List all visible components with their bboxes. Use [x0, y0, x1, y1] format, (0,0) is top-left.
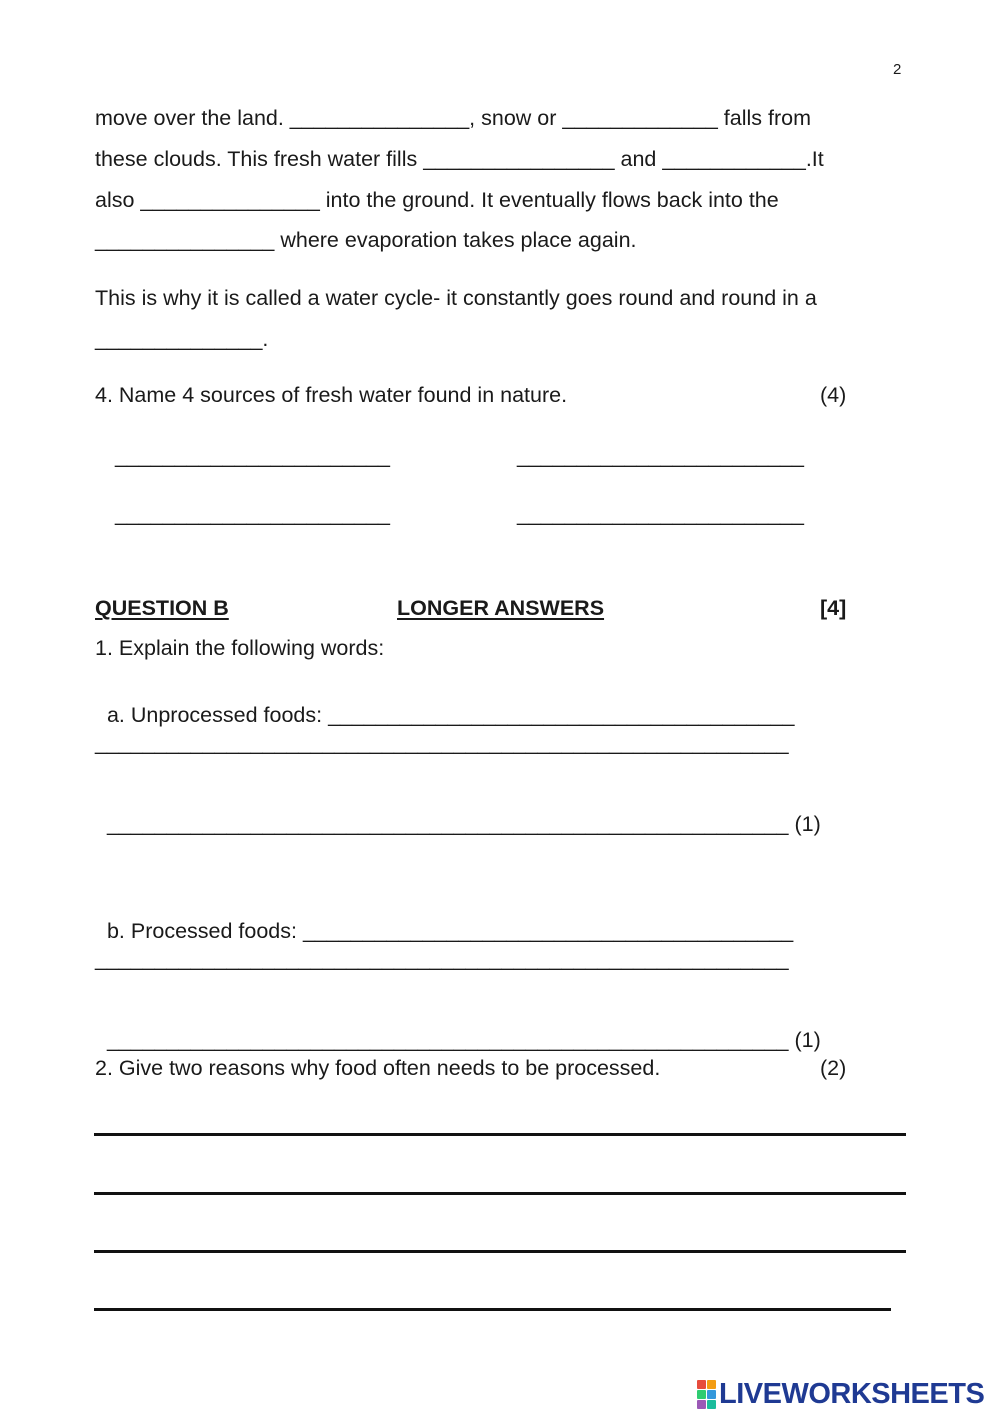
answer-line[interactable] — [94, 1192, 906, 1195]
answer-line[interactable] — [94, 1133, 906, 1136]
answer-blank[interactable]: __________________________________________________________ — [95, 731, 789, 755]
passage-line: _______________ where evaporation takes place again. — [95, 228, 637, 252]
answer-blank[interactable]: _________________________________________________________ — [106, 1028, 789, 1052]
question-4-prompt: 4. Name 4 sources of fresh water found in nature. — [95, 383, 568, 407]
answer-blank[interactable]: ________________________ — [517, 502, 804, 526]
answer-blank[interactable]: _______________________ — [115, 444, 391, 468]
question-1a-marks: (1) — [794, 812, 821, 836]
question-2-prompt: 2. Give two reasons why food often needs to be processed. — [95, 1056, 661, 1080]
passage-line: these clouds. This fresh water fills ________________ and ____________.It — [95, 147, 824, 171]
question-1-prompt: 1. Explain the following words: — [95, 636, 385, 660]
question-1b-marks: (1) — [794, 1028, 821, 1052]
question-1b-label: b. Processed foods: — [106, 919, 303, 943]
answer-blank[interactable]: ________________________ — [517, 444, 804, 468]
answer-blank[interactable]: __________________________________________________________ — [95, 947, 789, 971]
section-subtitle: LONGER ANSWERS — [397, 596, 605, 620]
liveworksheets-logo — [697, 1378, 984, 1410]
question-1a-label: a. Unprocessed foods: — [106, 703, 329, 727]
answer-blank-with-marks — [95, 785, 821, 837]
passage-line: also _______________ into the ground. It eventually flows back into the — [95, 188, 779, 212]
section-total-marks: [4] — [820, 596, 847, 620]
logo-mark-icon — [697, 1380, 716, 1409]
answer-line[interactable] — [94, 1250, 906, 1253]
question-1a — [95, 676, 794, 728]
page-number: 2 — [893, 61, 902, 78]
answer-blank[interactable]: _______________________ — [115, 502, 391, 526]
answer-blank-with-marks — [95, 1001, 821, 1053]
question-2-marks: (2) — [820, 1056, 847, 1080]
question-4-marks: (4) — [820, 383, 847, 407]
question-1b — [95, 892, 793, 944]
section-title: QUESTION B — [95, 596, 229, 620]
answer-line[interactable] — [94, 1308, 891, 1311]
passage-line: This is why it is called a water cycle- it constantly goes round and round in a — [95, 286, 817, 310]
passage-line: move over the land. _______________, snow or _____________ falls from — [95, 106, 811, 130]
answer-blank[interactable]: _______________________________________ — [328, 703, 795, 727]
answer-blank[interactable]: _________________________________________ — [302, 919, 794, 943]
logo-text: LIVEWORKSHEETS — [719, 1377, 985, 1410]
answer-blank[interactable]: _________________________________________________________ — [106, 812, 789, 836]
passage-line: ______________. — [95, 327, 269, 351]
